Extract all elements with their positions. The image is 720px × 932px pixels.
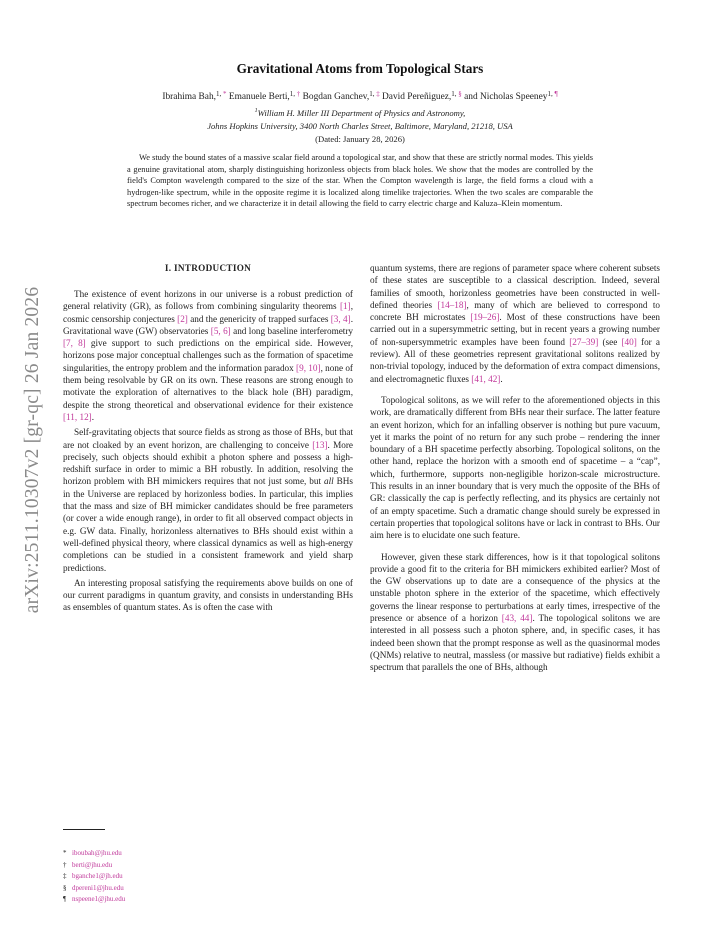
arxiv-identifier: arXiv:2511.10307v2 [gr-qc] 26 Jan 2026 — [22, 286, 43, 614]
body-text: and long baseline interferometry — [230, 325, 354, 336]
citation-link[interactable]: [13] — [312, 439, 328, 450]
footnote-item — [63, 883, 125, 895]
citation-link[interactable]: [40] — [621, 336, 637, 347]
body-text: . Most of these constructions have been carried out in a supersymmetric setting, but in recent years a growing number of non-supersymmetric examples have been found — [370, 312, 660, 347]
body-text: . — [500, 373, 503, 384]
author-name: and Nicholas Speeney — [461, 92, 548, 102]
affiliation-line-2: Johns Hopkins University, 3400 North Charles Street, Baltimore, Maryland, 21218, USA — [207, 121, 513, 131]
body-text: for a review). All of these geometries represent gravitational solitons realized by non-trivial topology, induced by the deformation of extra compact dimensions, and electromagnetic fluxes — [370, 336, 661, 384]
author-list — [0, 90, 720, 102]
body-text: An interesting proposal satisfying the requirements above builds on one of our current paradigms in quantum gravity, and consists in understanding BHs as ensembles of quantum states. As is often the case with — [63, 577, 353, 613]
right-column — [370, 262, 660, 674]
body-text: . More precisely, such objects should exhibit a photon sphere and possess a high-redshift surface in order to mimic a BH robustly. In addition, resolving the horizon problem with BH mimickers requires that not just some, but — [63, 439, 353, 487]
citation-link[interactable]: [41, 42] — [471, 373, 501, 384]
citation-link[interactable]: [43, 44] — [501, 613, 533, 624]
footnote-symbol: † — [63, 860, 67, 869]
body-text: The existence of event horizons in our universe is a robust prediction of general relativity (GR), as follows from combining singularity theorems — [63, 289, 353, 312]
citation-link[interactable]: [7, 8] — [63, 338, 86, 349]
citation-link[interactable]: [27–39] — [569, 336, 599, 347]
footnote-symbol: ‡ — [63, 872, 67, 881]
footnote-link[interactable]: ‡ — [376, 90, 380, 98]
date-line: (Dated: January 28, 2026) — [315, 134, 405, 144]
citation-link[interactable]: [2] — [177, 313, 188, 324]
body-text: , cosmic censorship conjectures — [63, 301, 353, 324]
body-text: Self-gravitating objects that source fields as strong as those of BHs, but that are not cloaked by an event horizon, are challenging to conceive — [63, 427, 353, 450]
paragraph — [370, 551, 660, 674]
paragraph — [370, 262, 660, 385]
body-text: , none of them being resolvable by GR on its own. These reasons are strong enough to motivate the exploration of alternatives to the black hole (BH) paradigm, despite the strong theoretical and observational evidence for their existence — [63, 362, 353, 410]
footnote-symbol: * — [63, 849, 67, 857]
paper-title: Gravitational Atoms from Topological Stars — [236, 61, 484, 76]
affiliation-marker: 1, — [369, 90, 377, 98]
body-text: and the genericity of trapped surfaces — [187, 313, 331, 324]
left-column — [63, 262, 353, 614]
email-link[interactable]: iboubah@jhu.edu — [72, 849, 122, 857]
footnote-link[interactable]: * — [223, 90, 227, 98]
citation-link[interactable]: [3, 4] — [330, 313, 351, 324]
email-link[interactable]: berti@jhu.edu — [72, 860, 113, 869]
footnote-item — [63, 871, 125, 883]
email-link[interactable]: nspeene1@jhu.edu — [72, 895, 126, 904]
body-text: give support to such predictions on the empirical side. However, horizons pose major conceptual challenges such as the formation of spacetime singularities, the entropy problem and the information paradox — [63, 338, 353, 373]
citation-link[interactable]: [9, 10] — [296, 362, 321, 373]
footnote-link[interactable]: ¶ — [554, 90, 558, 98]
footnote-item — [63, 848, 125, 860]
abstract: We study the bound states of a massive scalar field around a topological star, and show that these are strictly normal modes. This yields a genuine gravitational atom, sharply distinguishing horizonless objects from black holes. We show that the modes are controlled by the field's Compton wavelength compared to the size of the star. When the Compton wavelength is large, the field forms a cloud with a hydrogen-like spectrum, while in the opposite regime it is localized along timelike trajectories. When the two scales are comparable the spectrum becomes richer, and we characterize it in detail allowing the field to carry electric charge and Kaluza–Klein momentum. — [127, 153, 593, 208]
citation-link[interactable]: [19–26] — [470, 312, 500, 323]
affiliation-marker: 1, — [216, 90, 224, 98]
email-link[interactable]: dpereni1@jhu.edu — [72, 883, 124, 892]
author-name: David Pereñiguez, — [379, 92, 452, 102]
emphasis-text: all — [324, 476, 334, 487]
body-text: quantum systems, there are regions of parameter space where coherent subsets of these states are susceptible to a classical description. Indeed, several families of smooth, horizonless geometries have been constructed in well-defined theories — [370, 263, 660, 310]
citation-link[interactable]: [11, 12] — [63, 411, 92, 422]
citation-link[interactable]: [14–18] — [437, 299, 467, 310]
body-text: . Gravitational wave (GW) observatories — [63, 313, 353, 336]
author-name: Emanuele Berti, — [226, 92, 290, 102]
affiliation-marker: 1, — [547, 90, 555, 98]
body-text: . The topological solitons we are interested in all possess such a photon sphere, and, in specific cases, it has indeed been shown that the prompt response as well as the quasinormal modes (QNMs) relative to neutral, massless (or massive but radiative) fields exhibit a spectrum that parallels the one of BHs, although — [370, 613, 660, 673]
author-name: Ibrahima Bah, — [162, 92, 217, 102]
body-text: (see — [598, 336, 622, 347]
citation-link[interactable]: [1] — [339, 301, 351, 312]
section-heading: I. INTRODUCTION — [164, 263, 252, 273]
paragraph — [63, 288, 353, 423]
footnote-item — [63, 860, 125, 872]
body-text: , many of which are believed to correspond to concrete BH microstates — [370, 299, 660, 323]
footnote-link[interactable]: † — [296, 90, 301, 98]
footnote-link[interactable]: § — [458, 90, 462, 98]
citation-link[interactable]: [5, 6] — [210, 325, 231, 336]
affiliation-marker: 1, — [289, 90, 297, 98]
body-text: However, given these stark differences, how is it that topological solitons provide a good fit to the criteria for BH mimickers exhibited earlier? Most of the GW observations up to date are a consequence of the physics at the unstable photon sphere in the exterior of the spacetime, which effectively governs the linear response to perturbations at early times, irrespective of the presence or absence of a horizon — [370, 551, 660, 624]
paragraph — [63, 426, 353, 574]
affiliation-marker: 1, — [451, 90, 459, 98]
footnote-item — [63, 894, 125, 906]
footnote-symbol: ¶ — [63, 895, 67, 904]
affiliation-line-1: $^1$William H. Miller III Department of Physics and Astronomy, — [254, 108, 466, 118]
footnote-symbol: § — [63, 883, 67, 892]
author-name: Bogdan Ganchev, — [300, 92, 370, 102]
body-text: . — [91, 411, 95, 422]
body-text: Topological solitons, as we will refer to the aforementioned objects in this work, are dramatically different from BHs near their surface. The latter feature an event horizon, which for an infalling observer is nothing but pure vacuum, yet it marks the point of no return for any such probe – rendering the inner boundary of a BH spacetime perfectly absorbing. Topological solitons, on the other hand, replace the horizon with a smooth end of spacetime – a “cap”, which, furthermore, supports non-negligible horizon-scale microstructure. This results in an inner boundary that is very much the opposite of the BHs of GR: classically the cap is perfectly reflecting, and its physics are certainly not of an empty spacetime. Such a dramatic change should surely be expressed in certain properties that topological solitons have or lack in contrast to BHs. Our aim here is to elucidate one such feature. — [370, 394, 660, 541]
footnote-rule — [63, 829, 105, 830]
footnotes — [63, 848, 125, 906]
body-text: BHs in the Universe are replaced by horizonless bodies. In particular, this implies that the mass and size of BH mimicker candidates should be free parameters (or cover a wide enough range), in order to fit all observed compact objects in e.g. GW data. Finally, horizonless alternatives to BHs should exist within a well-defined physical theory, where classical dynamics as well as high-energy completions can be studied in a consistent framework and yield sharp predictions. — [63, 476, 354, 573]
paragraph — [370, 394, 660, 542]
paragraph — [63, 577, 353, 614]
email-link[interactable]: bganche1@jh.edu — [72, 872, 123, 881]
